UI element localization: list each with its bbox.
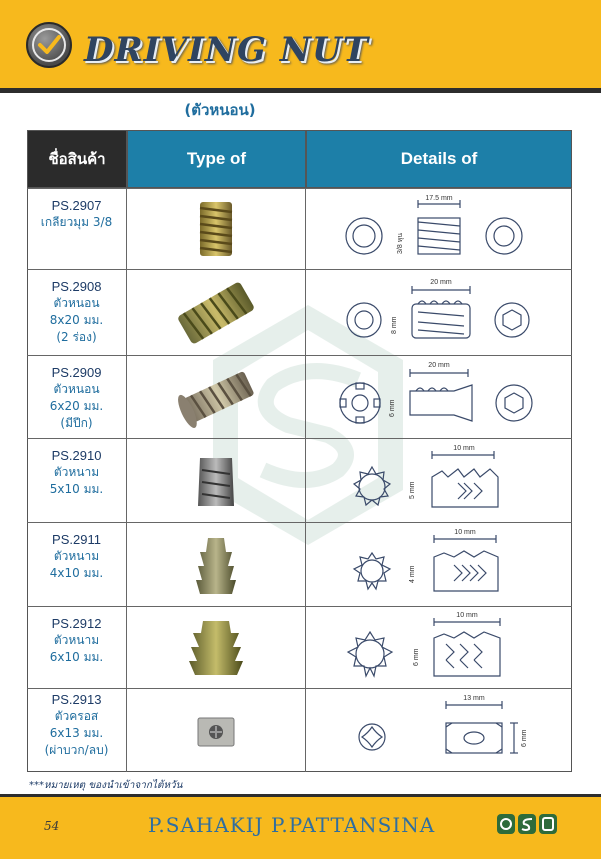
product-code: PS.2908 (51, 279, 102, 294)
insert-technical-drawing (314, 525, 564, 605)
footnote: ***หมายเหตุ ของนำเข้าจากไต้หวัน (29, 780, 183, 791)
dimension-diameter: 3/8 หุน (397, 232, 404, 254)
product-code: PS.2911 (52, 532, 101, 547)
dimension-diameter: 4 mm (409, 565, 416, 583)
insert-technical-drawing (314, 357, 564, 437)
product-code: PS.2913 (51, 692, 102, 707)
dimension-length: 20 mm (428, 362, 450, 369)
column-header-type: Type of (127, 130, 306, 188)
cross-insert-photo (186, 706, 246, 756)
table-row (27, 688, 572, 772)
dimension-length: 17.5 mm (425, 195, 453, 202)
dimension-length: 10 mm (454, 528, 476, 536)
table-row (27, 269, 572, 355)
page-title: DRIVING NUT (84, 30, 369, 70)
page-subtitle: (ตัวหนอน) (184, 101, 256, 119)
product-code: PS.2910 (51, 448, 102, 463)
company-name: P.SAHAKIJ P.PATTANSINA (148, 813, 436, 837)
prong-insert-photo (181, 613, 251, 683)
product-description: ตัวหนอน 8x20 มม. (2 ร่อง) (49, 296, 104, 344)
insert-technical-drawing (314, 691, 564, 771)
product-code: PS.2912 (51, 616, 102, 631)
product-description: ตัวหนาม 5x10 มม. (49, 465, 104, 496)
dimension-length: 10 mm (453, 444, 475, 452)
insert-technical-drawing (314, 441, 564, 521)
table-row (27, 606, 572, 688)
product-code: PS.2909 (51, 365, 102, 380)
dimension-height: 6 mm (521, 729, 528, 747)
table-row (27, 438, 572, 522)
dimension-diameter: 8 mm (391, 316, 398, 334)
flanged-insert-photo (166, 357, 266, 437)
product-description: ตัวหนาม 4x10 มม. (49, 549, 104, 580)
dimension-length: 10 mm (456, 611, 478, 619)
dimension-diameter: 6 mm (389, 399, 396, 417)
dimension-diameter: 5 mm (409, 481, 416, 499)
dimension-length: 13 mm (463, 694, 485, 702)
insert-technical-drawing (314, 608, 564, 688)
product-description: ตัวหนอน 6x20 มม. (มีปีก) (49, 382, 104, 430)
header-divider (0, 88, 601, 93)
insert-technical-drawing (314, 272, 564, 354)
product-code: PS.2907 (51, 198, 102, 213)
threaded-insert-photo (166, 273, 266, 353)
product-description: เกลียวมุม 3/8 (40, 215, 113, 229)
dimension-diameter: 6 mm (413, 648, 420, 666)
column-header-details: Details of (306, 130, 572, 188)
table-row (27, 188, 572, 269)
brand-logo-icon (496, 813, 558, 835)
prong-insert-photo (186, 530, 246, 600)
product-description: ตัวครอส 6x13 มม. (ผ่าบวก/ลบ) (44, 709, 109, 757)
dimension-length: 20 mm (430, 278, 452, 286)
prong-insert-photo (186, 446, 246, 516)
column-header-name: ชื่อสินค้า (27, 130, 127, 188)
table-row (27, 355, 572, 438)
product-description: ตัวหนาม 6x10 มม. (49, 633, 104, 664)
page-number: 54 (44, 819, 60, 833)
insert-technical-drawing (314, 190, 564, 268)
checkmark-badge-icon (26, 22, 72, 68)
threaded-insert-photo (186, 194, 246, 264)
table-row (27, 522, 572, 606)
